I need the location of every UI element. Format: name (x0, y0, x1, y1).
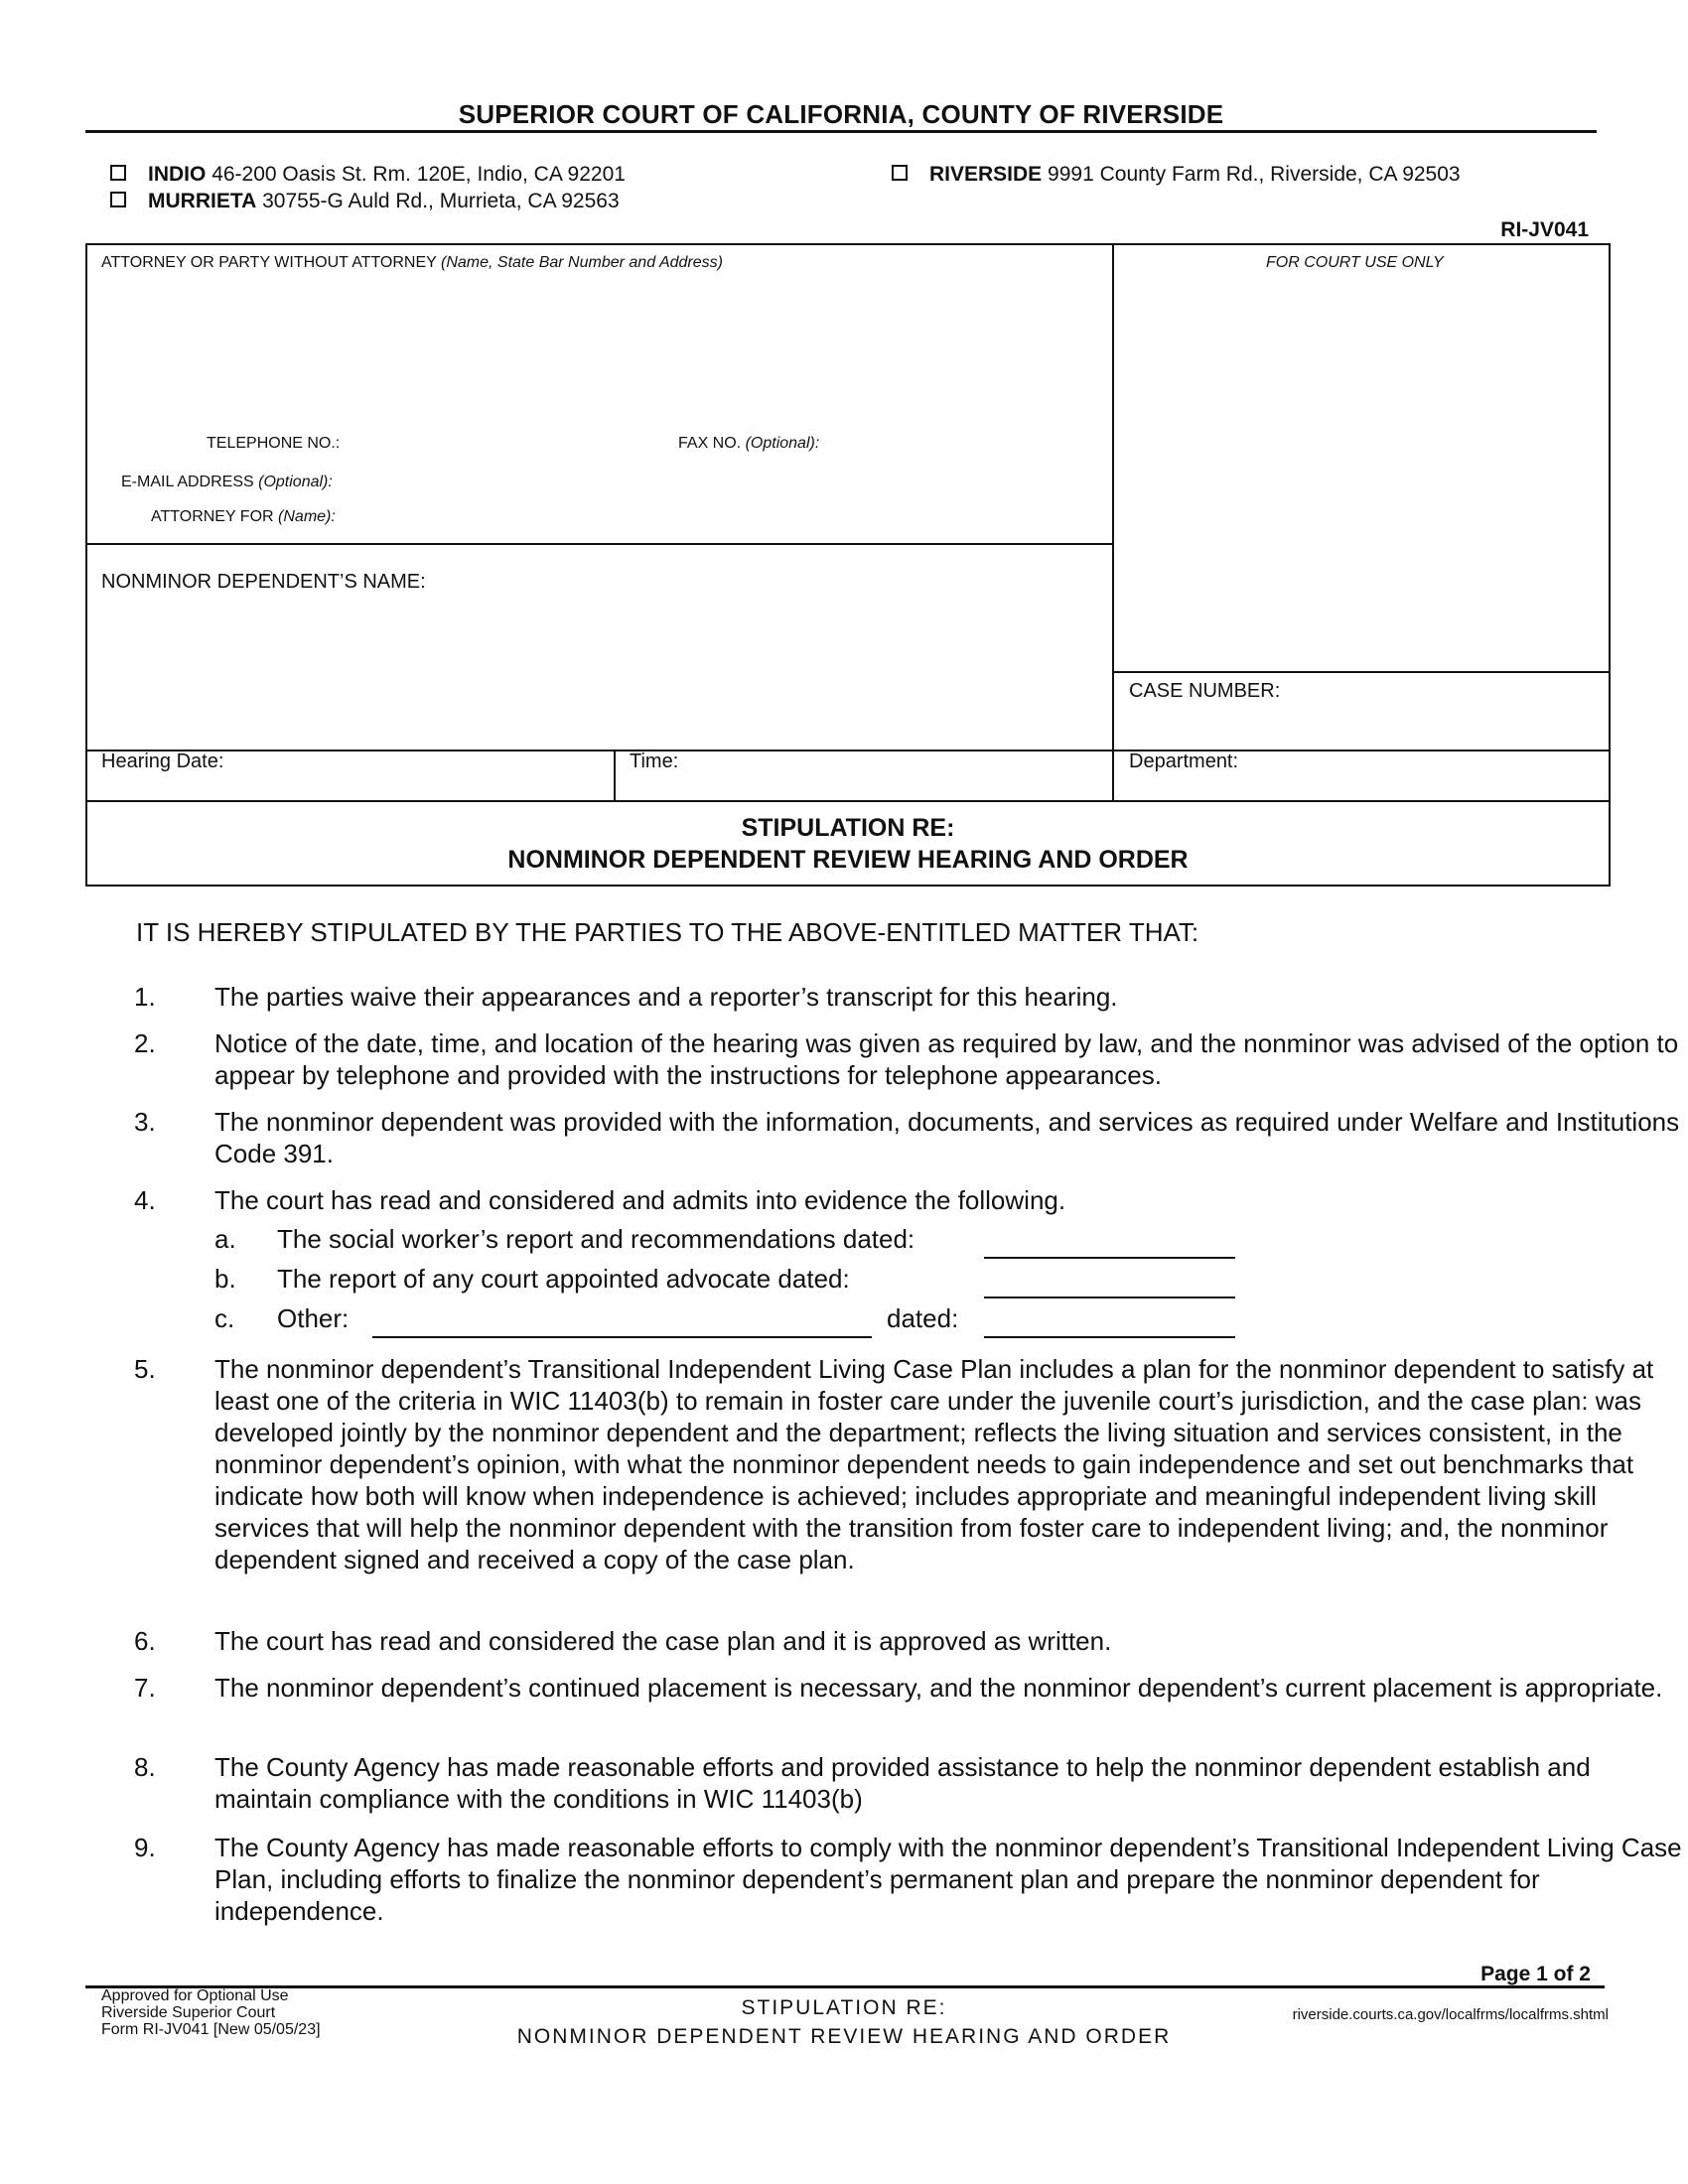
case-number-label: CASE NUMBER: (1129, 680, 1281, 702)
footer-left-line1: Approved for Optional Use (101, 1987, 289, 2004)
riverside-checkbox[interactable] (892, 165, 908, 181)
murrieta-name: MURRIETA (148, 190, 257, 212)
location-murrieta (110, 190, 620, 213)
hearing-date-label: Hearing Date: (101, 751, 224, 772)
riverside-name: RIVERSIDE (929, 163, 1043, 186)
item-number: 4. (134, 1185, 156, 1215)
sub-letter: c. (214, 1303, 235, 1333)
sub-text: Other: (277, 1303, 350, 1333)
sub-b-date-line[interactable] (984, 1297, 1235, 1298)
indio-checkbox[interactable] (110, 165, 126, 181)
item-text: The nonminor dependent’s Transitional Independent Living Case Plan includes a plan for the nonminor dependent to satisfy at least one of the criteria in WIC 11403(b) to remain in foster care under the juvenile court’s jurisdiction, and the case plan: was developed jointly by the nonminor dependent and the department; reflects the living situation and services consistent, in the nonminor dependent’s opinion, with what the nonminor dependent needs to gain independence and set out benchmarks that indicate how both will know when independence is achieved; includes appropriate and meaningful independent living skill services that will help the nonminor dependent with the transition from foster care to independent living; and, the nonminor dependent signed and received a copy of the case plan. (214, 1354, 1654, 1574)
sub-text: The report of any court appointed advocate dated: (277, 1264, 850, 1294)
item-number: 8. (134, 1752, 156, 1782)
attorney-label: ATTORNEY OR PARTY WITHOUT ATTORNEY (Name, State Bar Number and Address) (101, 254, 723, 271)
time-label: Time: (630, 751, 679, 772)
item-text: The County Agency has made reasonable efforts to comply with the nonminor dependent’s Transitional Independent Living Case Plan, including efforts to finalize the nonminor dependent’s permanent plan and prepare the nonminor dependent for independence. (214, 1833, 1682, 1926)
footer-left-line2: Riverside Superior Court (101, 2004, 276, 2021)
telephone-label: TELEPHONE NO.: (207, 435, 341, 452)
court-use-box (1112, 243, 1611, 673)
attorney-for-label: ATTORNEY FOR (Name): (151, 508, 336, 525)
sub-c-date-line[interactable] (984, 1336, 1235, 1338)
item-text: The court has read and considered and admits into evidence the following. (214, 1185, 1066, 1215)
footer-url[interactable]: riverside.courts.ca.gov/localfrms/localfrms.shtml (1292, 2006, 1609, 2023)
footer-title (477, 1993, 1211, 2051)
time-box[interactable] (614, 750, 1114, 802)
sub-text: The social worker’s report and recommendations dated: (277, 1224, 915, 1254)
item-text: The court has read and considered the case plan and it is approved as written. (214, 1626, 1112, 1656)
nonminor-name-label: NONMINOR DEPENDENT’S NAME: (101, 571, 426, 593)
form-title (85, 812, 1611, 876)
stipulation-heading: IT IS HEREBY STIPULATED BY THE PARTIES TO THE ABOVE-ENTITLED MATTER THAT: (136, 917, 1199, 947)
header-rule (85, 130, 1597, 133)
sub-a-date-line[interactable] (984, 1257, 1235, 1259)
murrieta-checkbox[interactable] (110, 192, 126, 207)
sub-item-c (214, 1302, 350, 1334)
email-label: E-MAIL ADDRESS (Optional): (121, 474, 333, 490)
fax-note: (Optional): (745, 435, 820, 452)
item-number: 9. (134, 1833, 156, 1862)
item-text: Notice of the date, time, and location of the hearing was given as required by law, and the nonminor was advised of the option to appear by telephone and provided with the instructions for telephone appearances. (214, 1028, 1679, 1090)
sub-letter: b. (214, 1264, 236, 1294)
footer-form-info (101, 1987, 321, 2038)
footer-title-line1: STIPULATION RE: (741, 1996, 947, 2019)
form-title-line1: STIPULATION RE: (741, 814, 955, 842)
court-title: SUPERIOR COURT OF CALIFORNIA, COUNTY OF RIVERSIDE (458, 99, 1224, 129)
sub-c-other-line[interactable] (372, 1336, 872, 1338)
item-text: The nonminor dependent was provided with the information, documents, and services as required under Welfare and Institutions Code 391. (214, 1107, 1680, 1168)
murrieta-address: 30755-G Auld Rd., Murrieta, CA 92563 (262, 190, 620, 212)
form-title-line2: NONMINOR DEPENDENT REVIEW HEARING AND ORDER (507, 846, 1189, 874)
footer-title-line2: NONMINOR DEPENDENT REVIEW HEARING AND ORDER (516, 2025, 1172, 2048)
sub-c-dated: dated: (887, 1303, 959, 1333)
item-number: 7. (134, 1673, 156, 1703)
item-text: The County Agency has made reasonable efforts and provided assistance to help the nonminor dependent establish and maintain compliance with the conditions in WIC 11403(b) (214, 1752, 1591, 1814)
item-text: The nonminor dependent’s continued placement is necessary, and the nonminor dependent’s current placement is appropriate. (214, 1673, 1663, 1703)
sub-item-a (214, 1223, 915, 1255)
indio-address: 46-200 Oasis St. Rm. 120E, Indio, CA 92201 (211, 163, 626, 186)
item-text: The parties waive their appearances and a reporter’s transcript for this hearing. (214, 982, 1118, 1012)
attorney-box[interactable] (85, 243, 1114, 545)
page-number: Page 1 of 2 (1480, 1963, 1591, 1985)
fax-label: FAX NO. (Optional): (678, 435, 820, 452)
footer-left-line3: Form RI-JV041 [New 05/05/23] (101, 2021, 321, 2038)
sub-letter: a. (214, 1224, 236, 1254)
item-number: 3. (134, 1107, 156, 1137)
email-note: (Optional): (258, 474, 333, 490)
indio-name: INDIO (148, 163, 207, 186)
item-number: 2. (134, 1028, 156, 1058)
item-number: 1. (134, 982, 156, 1012)
item-number: 6. (134, 1626, 156, 1656)
form-id: RI-JV041 (1500, 218, 1589, 241)
location-indio (110, 163, 626, 187)
riverside-address: 9991 County Farm Rd., Riverside, CA 92503 (1048, 163, 1461, 186)
item-number: 5. (134, 1354, 156, 1384)
attorney-for-note: (Name): (278, 508, 336, 525)
location-riverside (892, 163, 1461, 187)
court-use-label: FOR COURT USE ONLY (1266, 254, 1444, 271)
attorney-label-note: (Name, State Bar Number and Address) (441, 254, 723, 271)
sub-item-b (214, 1263, 850, 1295)
department-label: Department: (1129, 751, 1239, 772)
